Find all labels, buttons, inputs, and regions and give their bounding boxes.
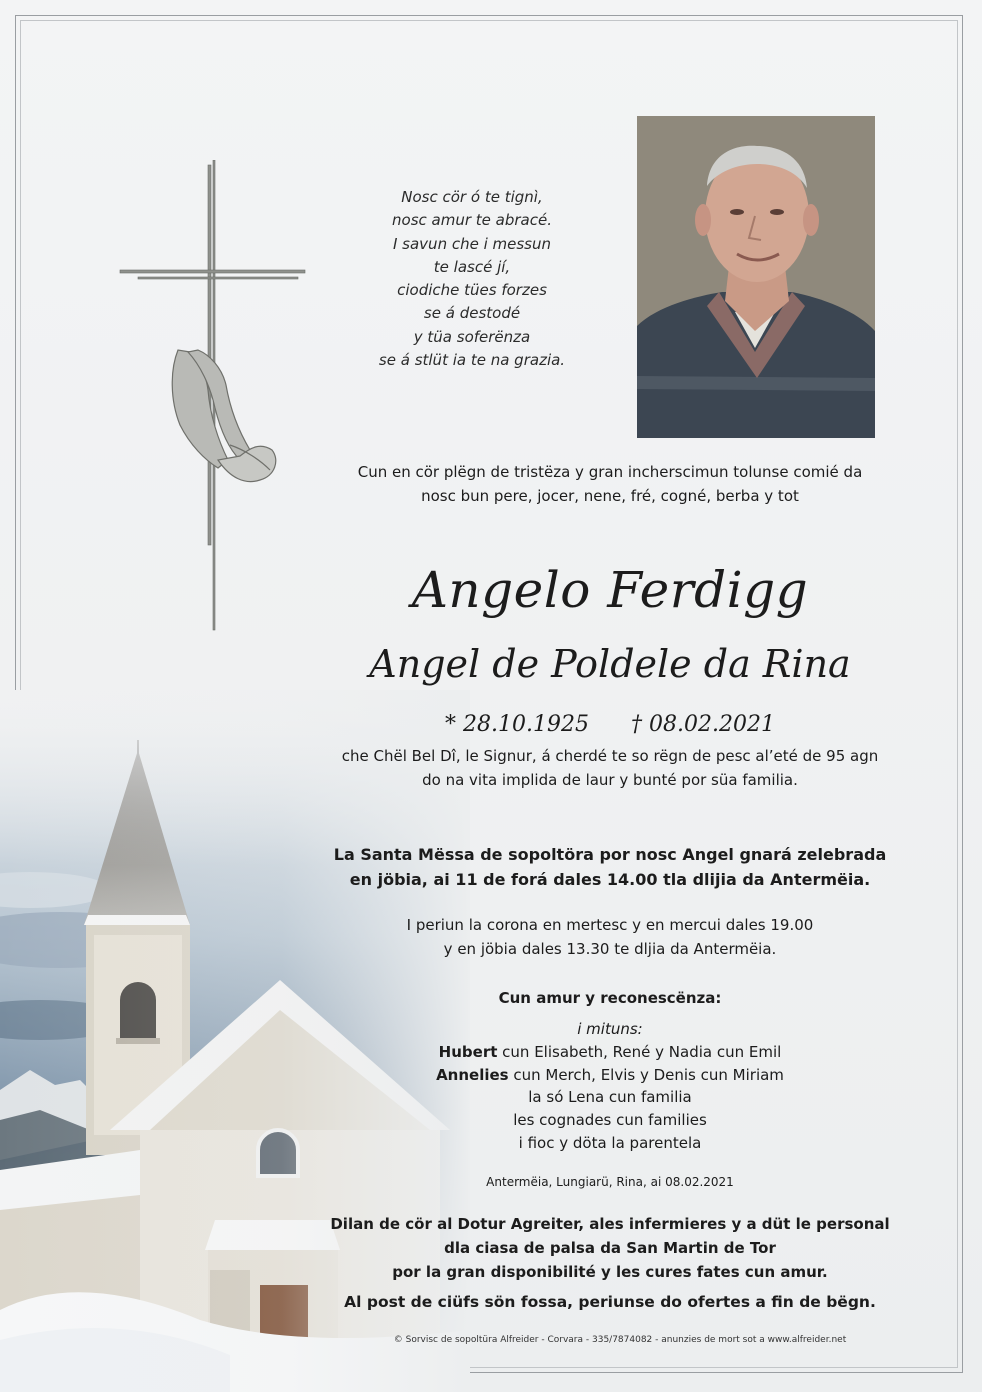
- poem-line: se á destodé: [423, 304, 521, 323]
- mourners-list: [300, 1018, 920, 1155]
- intro-text: Cun en cör plëgn de tristëza y gran incherscimun tolunse comié da nosc bun pere, jocer, nene, fré, cogné, berba y tot: [357, 463, 863, 505]
- mourners-label: i mituns:: [577, 1020, 643, 1038]
- deceased-name: Angelo Ferdigg: [411, 561, 809, 619]
- announcement-text: che Chël Bel Dî, le Signur, á cherdé te so rëgn de pesc al’eté de 95 agn do na vita implida de laur y bunté por süa familia.: [341, 747, 879, 789]
- cross-icon: [110, 160, 310, 660]
- list-item: la só Lena cun familia: [528, 1088, 692, 1107]
- list-item: Annelies cun Merch, Elvis y Denis cun Miriam: [436, 1065, 784, 1084]
- list-item: i fioc y döta la parentela: [518, 1133, 702, 1152]
- poem-line: te lascé jí,: [433, 257, 511, 276]
- place-date: Antermëia, Lungiarü, Rina, ai 08.02.2021: [486, 1175, 734, 1189]
- footer-credit: © Sorvisc de sopoltüra Alfreider - Corvara - 335/7874082 - anunzies de mort sot a www.alfreider.net: [393, 1335, 847, 1345]
- list-item: Hubert cun Elisabeth, René y Nadia cun Emil: [438, 1042, 782, 1061]
- death-date: † 08.02.2021: [631, 712, 775, 737]
- poem-line: nosc amur te abracé.: [392, 211, 552, 230]
- birth-date: * 28.10.1925: [445, 712, 589, 737]
- poem-line: y tüa soferënza: [413, 327, 531, 346]
- portrait-photo: [637, 116, 875, 438]
- poem-line: se á stlüt ia te na grazia.: [378, 351, 566, 370]
- poem-line: Nosc cör ó te tignì,: [401, 188, 543, 206]
- poem: [356, 186, 588, 372]
- rosary-info: I periun la corona en mertesc y en mercui dales 19.00 y en jöbia dales 13.30 te dljia da Antermëia.: [406, 916, 814, 958]
- thanks-heading: Cun amur y reconescënza:: [498, 989, 722, 1007]
- poem-line: ciodiche tües forzes: [397, 281, 547, 300]
- deceased-nickname: Angel de Poldele da Rina: [369, 642, 851, 686]
- donation-note: Al post de ciüfs sön fossa, periunse do ofertes a fin de bëgn.: [344, 1293, 876, 1311]
- life-dates: [300, 708, 920, 742]
- funeral-mass-info: La Santa Mëssa de sopoltöra por nosc Angel gnará zelebrada en jöbia, ai 11 de forá dales 14.00 tla dlijia da Antermëia.: [333, 845, 887, 889]
- poem-line: I savun che i messun: [392, 234, 552, 253]
- praying-hands-icon: [172, 350, 276, 482]
- list-item: les cognades cun families: [513, 1111, 707, 1130]
- gratitude-text: Dilan de cör al Dotur Agreiter, ales infermieres y a düt le personal dla ciasa de palsa da San Martin de Tor por la gran disponibilité y les cures fates cun amur.: [330, 1215, 890, 1281]
